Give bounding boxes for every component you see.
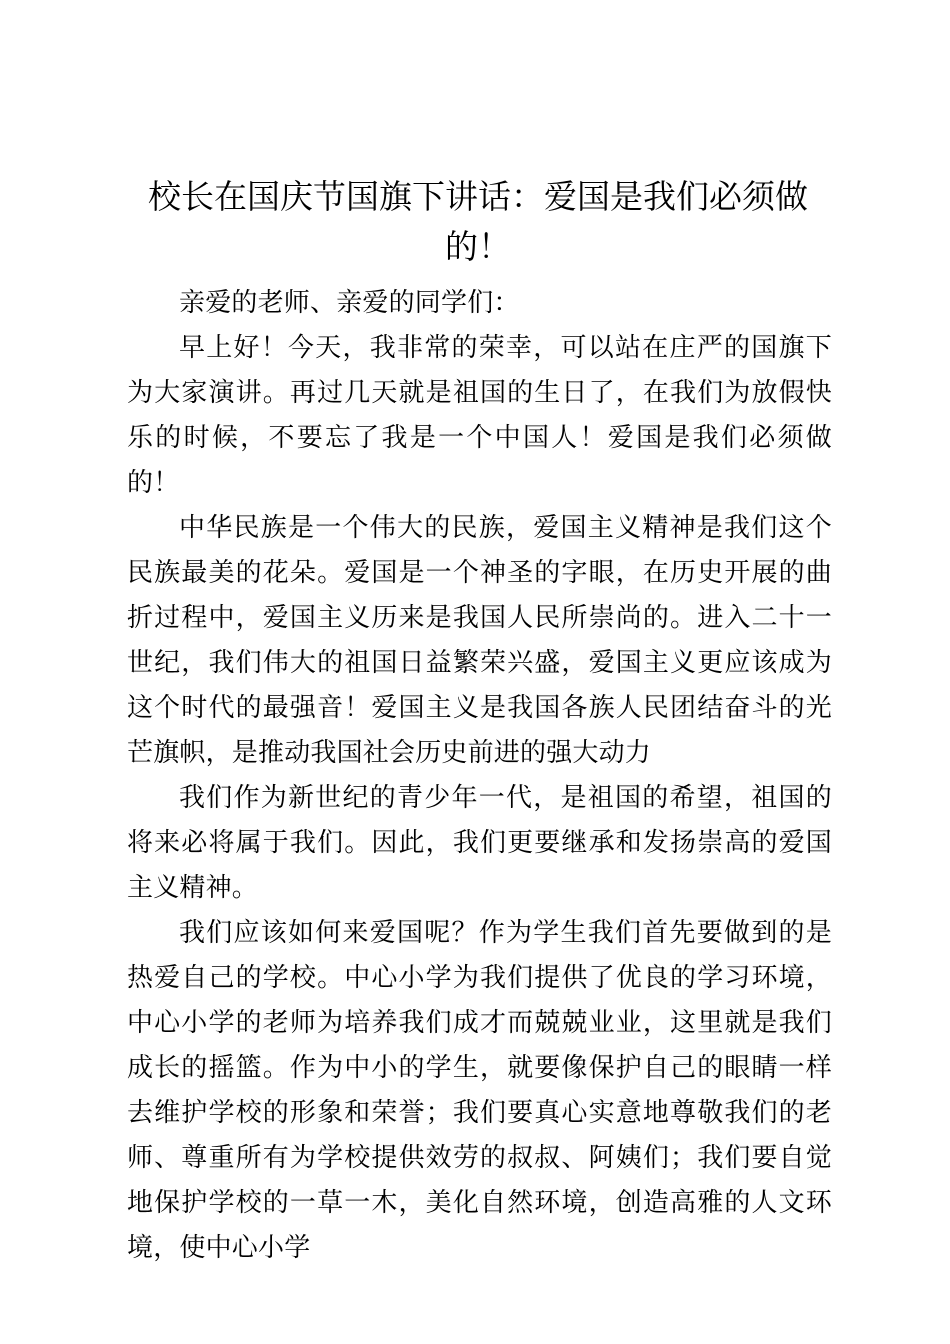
greeting-line: 亲爱的老师、亲爱的同学们： — [179, 288, 520, 318]
document-body — [127, 281, 832, 1271]
paragraph-2: 中华民族是一个伟大的民族，爱国主义精神是我们这个民族最美的花朵。爱国是一个神圣的字眼，在历史开展的曲折过程中，爱国主义历来是我国人民所崇尚的。进入二十一世纪，我们伟大的祖国日益繁荣兴盛，爱国主义更应该成为这个时代的最强音！爱国主义是我国各族人民团结奋斗的光芒旗帜，是推动我国社会历史前进的强大动力 — [127, 513, 832, 768]
document-title: 校长在国庆节国旗下讲话：爱国是我们必须做的！ — [148, 177, 808, 266]
paragraph-1: 早上好！今天，我非常的荣幸，可以站在庄严的国旗下为大家演讲。再过几天就是祖国的生日了，在我们为放假快乐的时候，不要忘了我是一个中国人！爱国是我们必须做的！ — [127, 333, 832, 498]
paragraph-3: 我们作为新世纪的青少年一代，是祖国的希望，祖国的将来必将属于我们。因此，我们更要继承和发扬崇高的爱国主义精神。 — [127, 783, 832, 903]
paragraph-4: 我们应该如何来爱国呢？作为学生我们首先要做到的是热爱自己的学校。中心小学为我们提供了优良的学习环境，中心小学的老师为培养我们成才而兢兢业业，这里就是我们成长的摇篮。作为中小的学生，就要像保护自己的眼睛一样去维护学校的形象和荣誉；我们要真心实意地尊敬我们的老师、尊重所有为学校提供效劳的叔叔、阿姨们；我们要自觉地保护学校的一草一木，美化自然环境，创造高雅的人文环境，使中心小学 — [127, 918, 832, 1263]
